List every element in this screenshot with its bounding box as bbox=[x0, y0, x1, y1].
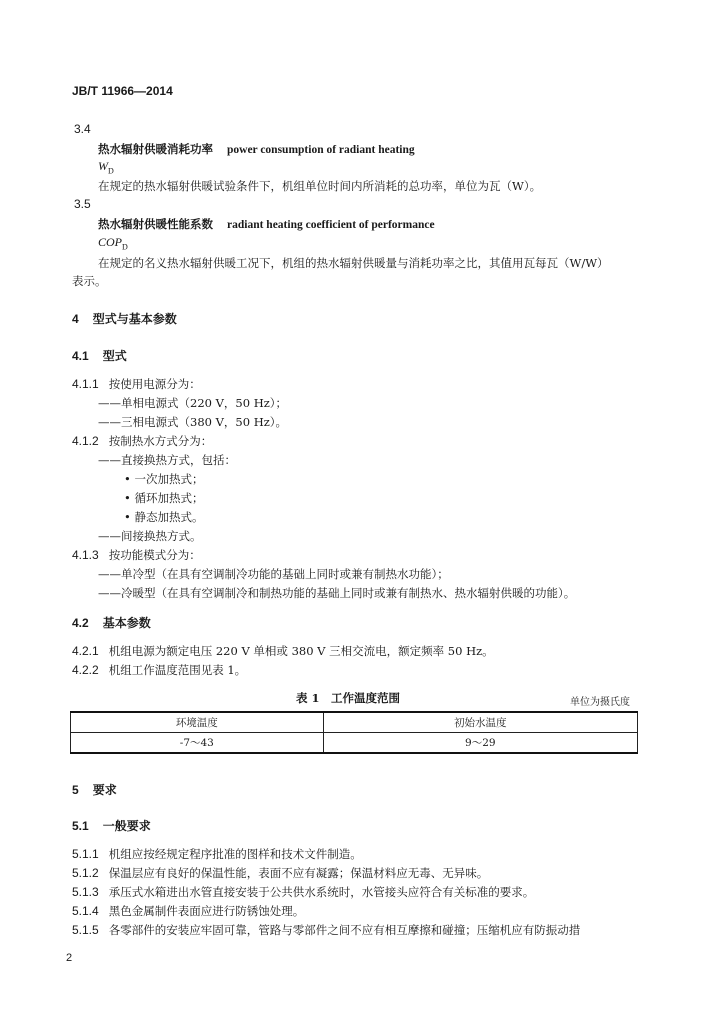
clause-4-2-1 bbox=[72, 643, 494, 659]
clause-text: 承压式水箱进出水管直接安装于公共供水系统时，水管接头应符合有关标准的要求。 bbox=[108, 885, 535, 899]
list-item: ——间接换热方式。 bbox=[98, 529, 202, 543]
clause-number: 5.1.2 bbox=[72, 866, 99, 880]
section-4-heading bbox=[72, 310, 177, 327]
table-header-cell: 初始水温度 bbox=[323, 712, 637, 733]
bullet-item: • 一次加热式； bbox=[124, 472, 204, 486]
section-4-1-heading bbox=[72, 347, 127, 364]
term-english: power consumption of radiant heating bbox=[227, 144, 415, 156]
heading-title: 基本参数 bbox=[102, 616, 151, 630]
term-chinese: 热水辐射供暖性能系数 bbox=[98, 217, 213, 231]
symbol-subscript: D bbox=[122, 242, 128, 252]
clause-number: 4.1.1 bbox=[72, 377, 99, 391]
list-item: ——三相电源式（380 V，50 Hz）。 bbox=[98, 415, 288, 429]
clause-text: 各零部件的安装应牢固可靠，管路与零部件之间不应有相互摩擦和碰撞；压缩机应有防振动措 bbox=[108, 923, 581, 937]
clause-4-2-2 bbox=[72, 662, 246, 678]
list-item: ——冷暖型（在具有空调制冷和制热功能的基础上同时或兼有制热水、热水辐射供暖的功能）。 bbox=[98, 586, 576, 600]
clause-number: 5.1.5 bbox=[72, 923, 99, 937]
clause-3-5-definition-line2: 表示。 bbox=[72, 274, 107, 288]
clause-number: 5.1.4 bbox=[72, 904, 99, 918]
term-chinese: 热水辐射供暖消耗功率 bbox=[98, 142, 213, 156]
clause-text: 保温层应有良好的保温性能，表面不应有凝露；保温材料应无毒、无异味。 bbox=[108, 866, 489, 880]
clause-text: 按使用电源分为： bbox=[108, 377, 201, 391]
clause-number: 4.1.3 bbox=[72, 548, 99, 562]
clause-text: 黑色金属制件表面应进行防锈蚀处理。 bbox=[108, 904, 305, 918]
clause-3-5-number: 3.5 bbox=[74, 197, 91, 211]
clause-text: 机组应按经规定程序批准的图样和技术文件制造。 bbox=[108, 847, 362, 861]
page-number: 2 bbox=[66, 952, 73, 964]
term-english: radiant heating coefficient of performance bbox=[227, 219, 435, 231]
symbol-main: COP bbox=[98, 235, 122, 249]
list-item: ——直接换热方式，包括： bbox=[98, 453, 236, 467]
table-header-row bbox=[71, 712, 638, 733]
clause-3-4-number: 3.4 bbox=[74, 122, 91, 136]
clause-text: 机组电源为额定电压 220 V 单相或 380 V 三相交流电，额定频率 50 Hz。 bbox=[108, 644, 494, 658]
table-cell: 9～29 bbox=[323, 733, 637, 754]
clause-4-1-3 bbox=[72, 547, 201, 563]
clause-3-4-term bbox=[98, 141, 415, 157]
clause-number: 4.2.2 bbox=[72, 663, 99, 677]
clause-3-5-definition-line1: 在规定的名义热水辐射供暖工况下，机组的热水辐射供暖量与消耗功率之比，其值用瓦每瓦（W/W） bbox=[98, 256, 609, 270]
clause-5-1-5 bbox=[72, 922, 580, 938]
clause-3-4-symbol bbox=[98, 159, 114, 175]
section-5-1-heading bbox=[72, 817, 151, 834]
heading-title: 型式 bbox=[102, 349, 127, 363]
clause-number: 4.2.1 bbox=[72, 644, 99, 658]
clause-4-1-2 bbox=[72, 433, 212, 449]
clause-4-1-1 bbox=[72, 376, 201, 392]
section-5-heading bbox=[72, 781, 117, 798]
symbol-main: W bbox=[98, 159, 108, 173]
heading-title: 一般要求 bbox=[102, 819, 151, 833]
clause-3-5-term bbox=[98, 216, 435, 232]
table-unit-note: 单位为摄氏度 bbox=[570, 697, 630, 708]
clause-number: 5.1.1 bbox=[72, 847, 99, 861]
clause-number: 5.1.3 bbox=[72, 885, 99, 899]
clause-3-4-definition: 在规定的热水辐射供暖试验条件下，机组单位时间内所消耗的总功率，单位为瓦（W）。 bbox=[98, 179, 542, 193]
standard-number: JB/T 11966—2014 bbox=[72, 84, 173, 98]
list-item: ——单冷型（在具有空调制冷功能的基础上同时或兼有制热水功能）； bbox=[98, 567, 449, 581]
clause-5-1-4 bbox=[72, 903, 304, 919]
table-header-cell: 环境温度 bbox=[71, 712, 324, 733]
clause-5-1-2 bbox=[72, 865, 488, 881]
clause-5-1-1 bbox=[72, 846, 362, 862]
bullet-item: • 静态加热式。 bbox=[124, 510, 204, 524]
heading-number: 5 bbox=[72, 783, 79, 797]
table-row bbox=[71, 733, 638, 754]
heading-number: 5.1 bbox=[72, 819, 89, 833]
clause-text: 按功能模式分为： bbox=[108, 548, 201, 562]
heading-title: 型式与基本参数 bbox=[92, 312, 177, 326]
heading-number: 4 bbox=[72, 312, 79, 326]
heading-number: 4.1 bbox=[72, 349, 89, 363]
clause-5-1-3 bbox=[72, 884, 534, 900]
heading-title: 要求 bbox=[92, 783, 117, 797]
working-temperature-table bbox=[70, 711, 638, 754]
symbol-subscript: D bbox=[108, 166, 114, 176]
clause-3-5-symbol bbox=[98, 235, 128, 251]
bullet-item: • 循环加热式； bbox=[124, 491, 204, 505]
heading-number: 4.2 bbox=[72, 616, 89, 630]
table-caption: 表 1 工作温度范围 bbox=[296, 691, 401, 705]
clause-number: 4.1.2 bbox=[72, 434, 99, 448]
clause-text: 机组工作温度范围见表 1。 bbox=[108, 663, 247, 677]
table-cell: -7～43 bbox=[71, 733, 324, 754]
clause-text: 按制热水方式分为： bbox=[108, 434, 213, 448]
section-4-2-heading bbox=[72, 614, 151, 631]
list-item: ——单相电源式（220 V，50 Hz）； bbox=[98, 396, 288, 410]
